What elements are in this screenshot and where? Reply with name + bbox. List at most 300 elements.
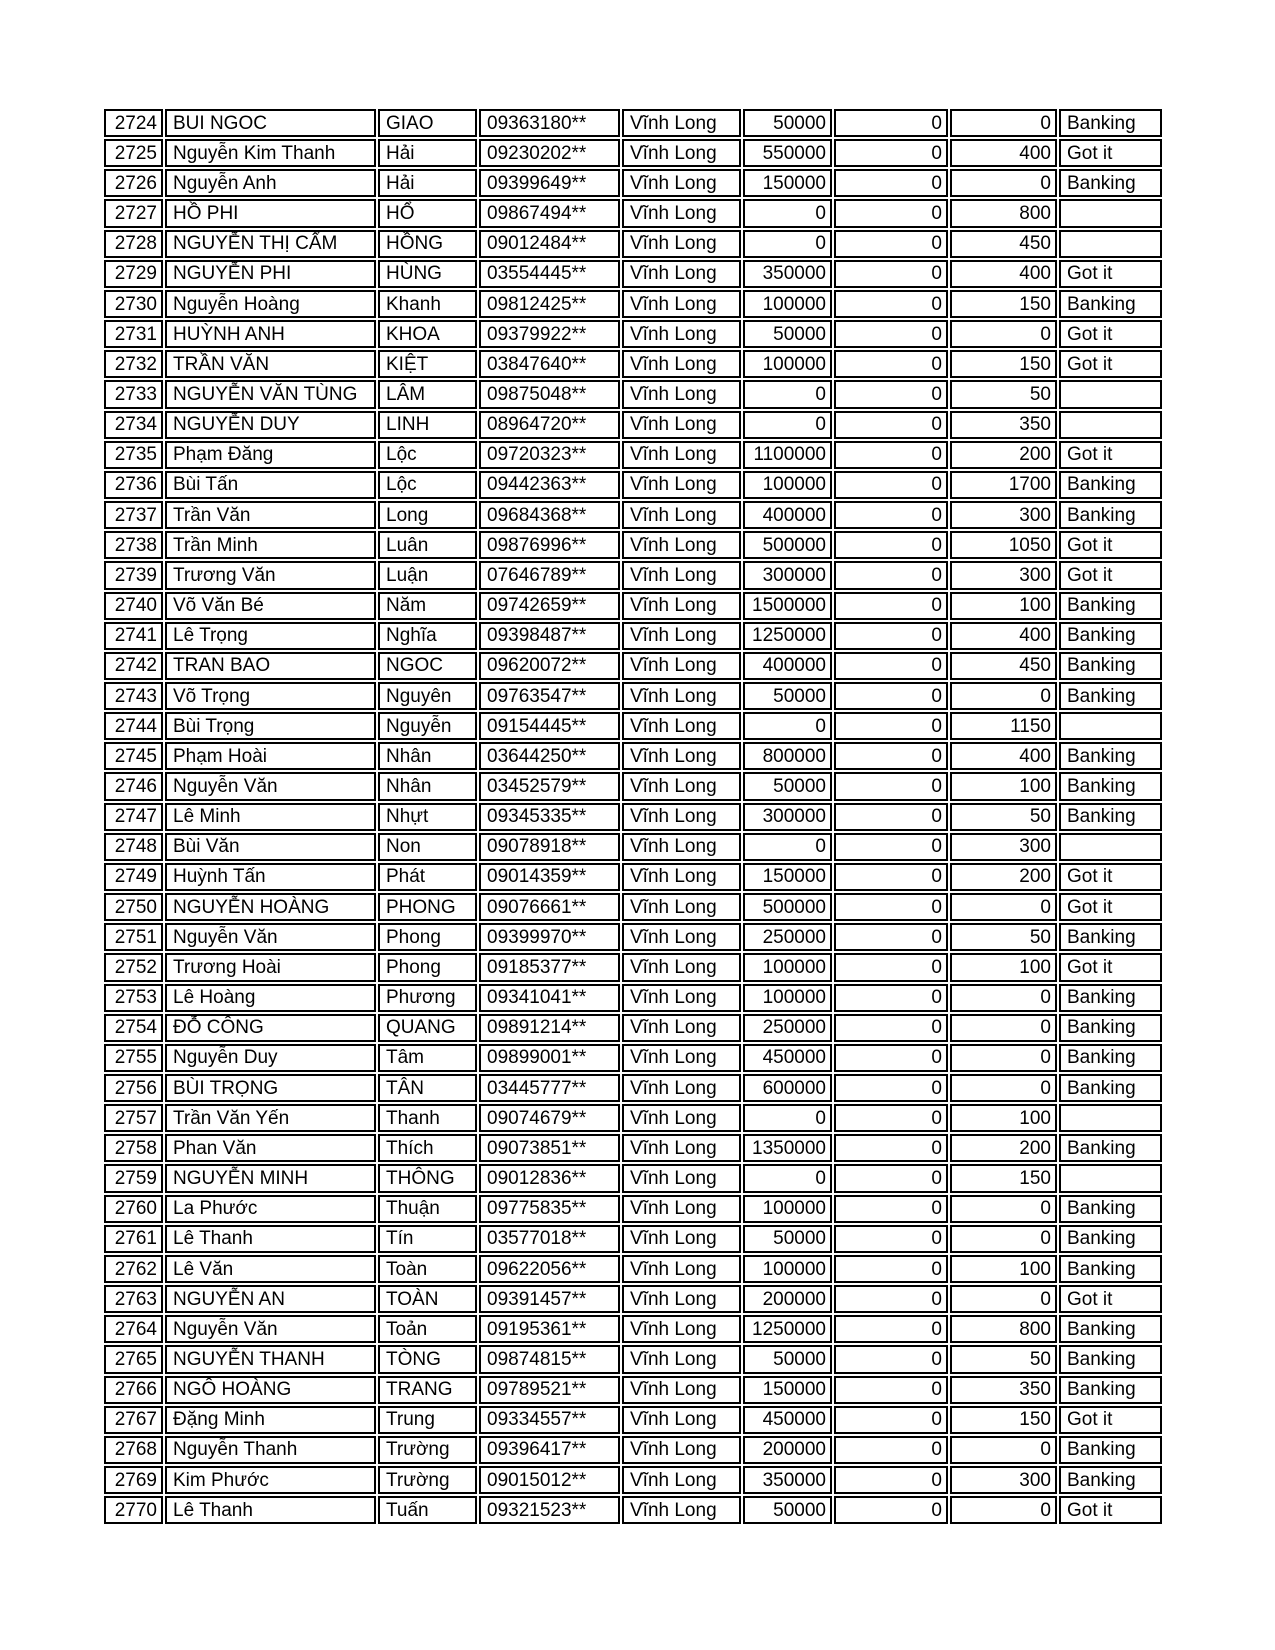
cell-points: 150 bbox=[950, 1164, 1057, 1192]
cell-province: Vĩnh Long bbox=[622, 742, 741, 770]
cell-phone-masked: 09379922** bbox=[479, 320, 620, 348]
cell-row-number: 2758 bbox=[104, 1134, 163, 1162]
cell-first-name: NGUYỄN VĂN TÙNG bbox=[165, 380, 376, 408]
cell-status: Banking bbox=[1059, 109, 1162, 137]
cell-points: 400 bbox=[950, 742, 1057, 770]
cell-last-name: Nguyên bbox=[378, 682, 477, 710]
cell-first-name: NGUYỄN THỊ CẨM bbox=[165, 230, 376, 258]
cell-phone-masked: 09812425** bbox=[479, 290, 620, 318]
cell-province: Vĩnh Long bbox=[622, 1164, 741, 1192]
cell-status: Got it bbox=[1059, 1285, 1162, 1313]
cell-first-name: Võ Trọng bbox=[165, 682, 376, 710]
cell-status: Banking bbox=[1059, 501, 1162, 529]
cell-amount: 50000 bbox=[743, 109, 832, 137]
cell-points: 100 bbox=[950, 953, 1057, 981]
cell-first-name: NGUYỄN HOÀNG bbox=[165, 893, 376, 921]
cell-status: Banking bbox=[1059, 803, 1162, 831]
cell-amount: 500000 bbox=[743, 893, 832, 921]
cell-first-name: HỒ PHI bbox=[165, 199, 376, 227]
cell-province: Vĩnh Long bbox=[622, 290, 741, 318]
cell-amount-2: 0 bbox=[834, 471, 948, 499]
cell-amount: 600000 bbox=[743, 1074, 832, 1102]
cell-status: Got it bbox=[1059, 531, 1162, 559]
cell-province: Vĩnh Long bbox=[622, 803, 741, 831]
cell-last-name: THÔNG bbox=[378, 1164, 477, 1192]
cell-amount-2: 0 bbox=[834, 772, 948, 800]
cell-amount-2: 0 bbox=[834, 1164, 948, 1192]
cell-amount: 450000 bbox=[743, 1406, 832, 1434]
cell-province: Vĩnh Long bbox=[622, 863, 741, 891]
cell-points: 200 bbox=[950, 863, 1057, 891]
cell-phone-masked: 09185377** bbox=[479, 953, 620, 981]
cell-amount: 200000 bbox=[743, 1285, 832, 1313]
cell-points: 0 bbox=[950, 1285, 1057, 1313]
cell-row-number: 2728 bbox=[104, 230, 163, 258]
cell-amount: 0 bbox=[743, 411, 832, 439]
cell-amount: 100000 bbox=[743, 350, 832, 378]
cell-first-name: Nguyễn Văn bbox=[165, 772, 376, 800]
cell-first-name: ĐỖ CÔNG bbox=[165, 1014, 376, 1042]
cell-status: Banking bbox=[1059, 1376, 1162, 1404]
cell-phone-masked: 09399970** bbox=[479, 923, 620, 951]
cell-row-number: 2746 bbox=[104, 772, 163, 800]
cell-status: Banking bbox=[1059, 1225, 1162, 1253]
cell-first-name: Trương Hoài bbox=[165, 953, 376, 981]
cell-status: Banking bbox=[1059, 1345, 1162, 1373]
cell-amount: 250000 bbox=[743, 1014, 832, 1042]
cell-last-name: Non bbox=[378, 833, 477, 861]
cell-last-name: Luận bbox=[378, 561, 477, 589]
cell-province: Vĩnh Long bbox=[622, 1104, 741, 1132]
cell-status bbox=[1059, 199, 1162, 227]
cell-amount-2: 0 bbox=[834, 230, 948, 258]
cell-amount-2: 0 bbox=[834, 1345, 948, 1373]
cell-status: Banking bbox=[1059, 652, 1162, 680]
cell-points: 0 bbox=[950, 984, 1057, 1012]
cell-last-name: Khanh bbox=[378, 290, 477, 318]
cell-status: Got it bbox=[1059, 863, 1162, 891]
cell-last-name: GIAO bbox=[378, 109, 477, 137]
cell-province: Vĩnh Long bbox=[622, 561, 741, 589]
cell-last-name: TOÀN bbox=[378, 1285, 477, 1313]
cell-amount: 0 bbox=[743, 833, 832, 861]
cell-row-number: 2752 bbox=[104, 953, 163, 981]
cell-points: 0 bbox=[950, 320, 1057, 348]
cell-first-name: Huỳnh Tấn bbox=[165, 863, 376, 891]
cell-status: Banking bbox=[1059, 592, 1162, 620]
cell-first-name: TRẦN VĂN bbox=[165, 350, 376, 378]
cell-province: Vĩnh Long bbox=[622, 380, 741, 408]
cell-status: Banking bbox=[1059, 1315, 1162, 1343]
cell-amount: 0 bbox=[743, 1164, 832, 1192]
cell-phone-masked: 09742659** bbox=[479, 592, 620, 620]
cell-first-name: Lê Minh bbox=[165, 803, 376, 831]
cell-points: 400 bbox=[950, 622, 1057, 650]
cell-points: 400 bbox=[950, 139, 1057, 167]
cell-row-number: 2732 bbox=[104, 350, 163, 378]
cell-phone-masked: 09684368** bbox=[479, 501, 620, 529]
cell-province: Vĩnh Long bbox=[622, 531, 741, 559]
cell-amount: 100000 bbox=[743, 471, 832, 499]
cell-row-number: 2727 bbox=[104, 199, 163, 227]
cell-status bbox=[1059, 712, 1162, 740]
cell-status: Got it bbox=[1059, 1406, 1162, 1434]
cell-points: 0 bbox=[950, 109, 1057, 137]
cell-phone-masked: 09875048** bbox=[479, 380, 620, 408]
cell-province: Vĩnh Long bbox=[622, 1315, 741, 1343]
cell-province: Vĩnh Long bbox=[622, 712, 741, 740]
cell-row-number: 2748 bbox=[104, 833, 163, 861]
cell-phone-masked: 09789521** bbox=[479, 1376, 620, 1404]
cell-status: Banking bbox=[1059, 742, 1162, 770]
cell-amount-2: 0 bbox=[834, 1315, 948, 1343]
cell-amount-2: 0 bbox=[834, 350, 948, 378]
cell-last-name: Phong bbox=[378, 953, 477, 981]
cell-province: Vĩnh Long bbox=[622, 1345, 741, 1373]
cell-first-name: NGUYỄN DUY bbox=[165, 411, 376, 439]
cell-last-name: Trung bbox=[378, 1406, 477, 1434]
cell-points: 200 bbox=[950, 1134, 1057, 1162]
cell-amount: 1350000 bbox=[743, 1134, 832, 1162]
cell-province: Vĩnh Long bbox=[622, 169, 741, 197]
cell-amount-2: 0 bbox=[834, 1195, 948, 1223]
cell-status: Banking bbox=[1059, 682, 1162, 710]
cell-amount-2: 0 bbox=[834, 833, 948, 861]
cell-points: 0 bbox=[950, 1436, 1057, 1464]
cell-amount: 0 bbox=[743, 380, 832, 408]
cell-amount: 450000 bbox=[743, 1044, 832, 1072]
cell-province: Vĩnh Long bbox=[622, 230, 741, 258]
cell-phone-masked: 09874815** bbox=[479, 1345, 620, 1373]
cell-points: 300 bbox=[950, 501, 1057, 529]
cell-last-name: Hải bbox=[378, 139, 477, 167]
cell-amount-2: 0 bbox=[834, 682, 948, 710]
cell-first-name: Lê Thanh bbox=[165, 1496, 376, 1524]
cell-province: Vĩnh Long bbox=[622, 984, 741, 1012]
cell-amount-2: 0 bbox=[834, 1406, 948, 1434]
cell-last-name: Nhân bbox=[378, 772, 477, 800]
cell-first-name: Nguyễn Văn bbox=[165, 923, 376, 951]
cell-amount-2: 0 bbox=[834, 290, 948, 318]
cell-amount-2: 0 bbox=[834, 742, 948, 770]
cell-amount: 0 bbox=[743, 712, 832, 740]
cell-phone-masked: 09399649** bbox=[479, 169, 620, 197]
cell-amount: 1250000 bbox=[743, 622, 832, 650]
cell-row-number: 2753 bbox=[104, 984, 163, 1012]
cell-row-number: 2768 bbox=[104, 1436, 163, 1464]
cell-status: Banking bbox=[1059, 1436, 1162, 1464]
cell-first-name: NGUYỄN THANH bbox=[165, 1345, 376, 1373]
cell-amount-2: 0 bbox=[834, 984, 948, 1012]
cell-status: Got it bbox=[1059, 260, 1162, 288]
cell-last-name: Trường bbox=[378, 1466, 477, 1494]
cell-last-name: Nghĩa bbox=[378, 622, 477, 650]
cell-first-name: Nguyễn Kim Thanh bbox=[165, 139, 376, 167]
cell-row-number: 2749 bbox=[104, 863, 163, 891]
cell-points: 0 bbox=[950, 1014, 1057, 1042]
cell-first-name: Bùi Trọng bbox=[165, 712, 376, 740]
cell-row-number: 2745 bbox=[104, 742, 163, 770]
cell-points: 0 bbox=[950, 682, 1057, 710]
cell-amount: 400000 bbox=[743, 501, 832, 529]
cell-points: 0 bbox=[950, 169, 1057, 197]
cell-amount-2: 0 bbox=[834, 1466, 948, 1494]
cell-first-name: Nguyễn Thanh bbox=[165, 1436, 376, 1464]
cell-first-name: Nguyễn Văn bbox=[165, 1315, 376, 1343]
cell-phone-masked: 09442363** bbox=[479, 471, 620, 499]
cell-last-name: Nhựt bbox=[378, 803, 477, 831]
cell-row-number: 2742 bbox=[104, 652, 163, 680]
cell-province: Vĩnh Long bbox=[622, 1134, 741, 1162]
cell-amount-2: 0 bbox=[834, 863, 948, 891]
cell-status: Banking bbox=[1059, 169, 1162, 197]
cell-amount: 100000 bbox=[743, 1195, 832, 1223]
cell-last-name: Phong bbox=[378, 923, 477, 951]
cell-amount-2: 0 bbox=[834, 1074, 948, 1102]
cell-points: 100 bbox=[950, 592, 1057, 620]
cell-points: 300 bbox=[950, 1466, 1057, 1494]
cell-amount: 100000 bbox=[743, 1255, 832, 1283]
cell-amount-2: 0 bbox=[834, 1376, 948, 1404]
cell-phone-masked: 09876996** bbox=[479, 531, 620, 559]
cell-status: Got it bbox=[1059, 320, 1162, 348]
cell-amount: 0 bbox=[743, 199, 832, 227]
cell-last-name: QUANG bbox=[378, 1014, 477, 1042]
cell-province: Vĩnh Long bbox=[622, 1074, 741, 1102]
cell-amount-2: 0 bbox=[834, 531, 948, 559]
cell-province: Vĩnh Long bbox=[622, 1436, 741, 1464]
cell-points: 300 bbox=[950, 833, 1057, 861]
cell-points: 50 bbox=[950, 923, 1057, 951]
cell-province: Vĩnh Long bbox=[622, 441, 741, 469]
cell-row-number: 2759 bbox=[104, 1164, 163, 1192]
cell-province: Vĩnh Long bbox=[622, 1044, 741, 1072]
cell-phone-masked: 03554445** bbox=[479, 260, 620, 288]
cell-row-number: 2739 bbox=[104, 561, 163, 589]
cell-last-name: Lộc bbox=[378, 441, 477, 469]
cell-amount-2: 0 bbox=[834, 169, 948, 197]
cell-last-name: Nhân bbox=[378, 742, 477, 770]
cell-phone-masked: 09078918** bbox=[479, 833, 620, 861]
cell-phone-masked: 09012836** bbox=[479, 1164, 620, 1192]
cell-amount-2: 0 bbox=[834, 561, 948, 589]
cell-phone-masked: 09015012** bbox=[479, 1466, 620, 1494]
cell-status: Banking bbox=[1059, 1044, 1162, 1072]
cell-points: 0 bbox=[950, 1225, 1057, 1253]
cell-amount-2: 0 bbox=[834, 260, 948, 288]
cell-last-name: HỔ bbox=[378, 199, 477, 227]
cell-last-name: Thuận bbox=[378, 1195, 477, 1223]
cell-status bbox=[1059, 380, 1162, 408]
cell-last-name: TÒNG bbox=[378, 1345, 477, 1373]
cell-first-name: NGUYỄN AN bbox=[165, 1285, 376, 1313]
cell-amount-2: 0 bbox=[834, 441, 948, 469]
cell-status bbox=[1059, 230, 1162, 258]
cell-amount: 50000 bbox=[743, 1225, 832, 1253]
cell-amount-2: 0 bbox=[834, 1134, 948, 1162]
cell-amount: 50000 bbox=[743, 772, 832, 800]
cell-points: 150 bbox=[950, 1406, 1057, 1434]
cell-last-name: Thích bbox=[378, 1134, 477, 1162]
cell-first-name: Lê Văn bbox=[165, 1255, 376, 1283]
cell-first-name: Phạm Hoài bbox=[165, 742, 376, 770]
cell-row-number: 2735 bbox=[104, 441, 163, 469]
cell-province: Vĩnh Long bbox=[622, 411, 741, 439]
cell-points: 0 bbox=[950, 1195, 1057, 1223]
cell-status: Banking bbox=[1059, 1014, 1162, 1042]
cell-amount-2: 0 bbox=[834, 320, 948, 348]
cell-last-name: HỒNG bbox=[378, 230, 477, 258]
cell-province: Vĩnh Long bbox=[622, 622, 741, 650]
cell-amount-2: 0 bbox=[834, 1225, 948, 1253]
cell-first-name: Trần Văn bbox=[165, 501, 376, 529]
cell-first-name: NGUYỄN PHI bbox=[165, 260, 376, 288]
cell-phone-masked: 09867494** bbox=[479, 199, 620, 227]
cell-amount-2: 0 bbox=[834, 109, 948, 137]
cell-phone-masked: 09398487** bbox=[479, 622, 620, 650]
cell-row-number: 2729 bbox=[104, 260, 163, 288]
cell-status: Got it bbox=[1059, 441, 1162, 469]
cell-phone-masked: 09391457** bbox=[479, 1285, 620, 1313]
data-table bbox=[104, 109, 1162, 1524]
cell-last-name: KHOA bbox=[378, 320, 477, 348]
cell-row-number: 2740 bbox=[104, 592, 163, 620]
cell-first-name: BUI NGOC bbox=[165, 109, 376, 137]
cell-amount: 200000 bbox=[743, 1436, 832, 1464]
cell-row-number: 2770 bbox=[104, 1496, 163, 1524]
cell-amount: 250000 bbox=[743, 923, 832, 951]
cell-row-number: 2738 bbox=[104, 531, 163, 559]
cell-points: 450 bbox=[950, 652, 1057, 680]
cell-phone-masked: 09334557** bbox=[479, 1406, 620, 1434]
cell-status: Banking bbox=[1059, 471, 1162, 499]
cell-row-number: 2743 bbox=[104, 682, 163, 710]
cell-amount-2: 0 bbox=[834, 411, 948, 439]
cell-points: 0 bbox=[950, 1496, 1057, 1524]
cell-amount-2: 0 bbox=[834, 380, 948, 408]
cell-row-number: 2734 bbox=[104, 411, 163, 439]
cell-province: Vĩnh Long bbox=[622, 1255, 741, 1283]
cell-row-number: 2766 bbox=[104, 1376, 163, 1404]
cell-amount: 50000 bbox=[743, 320, 832, 348]
cell-phone-masked: 03644250** bbox=[479, 742, 620, 770]
cell-row-number: 2751 bbox=[104, 923, 163, 951]
cell-amount: 150000 bbox=[743, 863, 832, 891]
cell-amount: 1250000 bbox=[743, 1315, 832, 1343]
cell-last-name: Năm bbox=[378, 592, 477, 620]
cell-points: 150 bbox=[950, 290, 1057, 318]
cell-points: 0 bbox=[950, 1074, 1057, 1102]
cell-province: Vĩnh Long bbox=[622, 350, 741, 378]
cell-row-number: 2731 bbox=[104, 320, 163, 348]
cell-province: Vĩnh Long bbox=[622, 1376, 741, 1404]
cell-phone-masked: 03847640** bbox=[479, 350, 620, 378]
cell-province: Vĩnh Long bbox=[622, 923, 741, 951]
cell-amount: 1100000 bbox=[743, 441, 832, 469]
cell-last-name: Toàn bbox=[378, 1255, 477, 1283]
cell-points: 100 bbox=[950, 772, 1057, 800]
cell-first-name: Đặng Minh bbox=[165, 1406, 376, 1434]
cell-phone-masked: 09620072** bbox=[479, 652, 620, 680]
cell-status: Banking bbox=[1059, 290, 1162, 318]
cell-row-number: 2726 bbox=[104, 169, 163, 197]
cell-province: Vĩnh Long bbox=[622, 199, 741, 227]
cell-row-number: 2736 bbox=[104, 471, 163, 499]
cell-row-number: 2761 bbox=[104, 1225, 163, 1253]
cell-points: 100 bbox=[950, 1104, 1057, 1132]
cell-amount-2: 0 bbox=[834, 1436, 948, 1464]
cell-points: 800 bbox=[950, 199, 1057, 227]
cell-first-name: BÙI TRỌNG bbox=[165, 1074, 376, 1102]
cell-phone-masked: 03445777** bbox=[479, 1074, 620, 1102]
cell-row-number: 2725 bbox=[104, 139, 163, 167]
cell-province: Vĩnh Long bbox=[622, 1285, 741, 1313]
cell-amount-2: 0 bbox=[834, 1496, 948, 1524]
cell-amount: 50000 bbox=[743, 682, 832, 710]
cell-phone-masked: 07646789** bbox=[479, 561, 620, 589]
cell-province: Vĩnh Long bbox=[622, 592, 741, 620]
cell-phone-masked: 03452579** bbox=[479, 772, 620, 800]
cell-last-name: LINH bbox=[378, 411, 477, 439]
cell-amount-2: 0 bbox=[834, 923, 948, 951]
cell-phone-masked: 09154445** bbox=[479, 712, 620, 740]
cell-phone-masked: 09341041** bbox=[479, 984, 620, 1012]
cell-first-name: Võ Văn Bé bbox=[165, 592, 376, 620]
cell-last-name: TÂN bbox=[378, 1074, 477, 1102]
cell-last-name: Tuấn bbox=[378, 1496, 477, 1524]
cell-row-number: 2765 bbox=[104, 1345, 163, 1373]
cell-phone-masked: 09775835** bbox=[479, 1195, 620, 1223]
cell-province: Vĩnh Long bbox=[622, 1225, 741, 1253]
cell-row-number: 2730 bbox=[104, 290, 163, 318]
cell-first-name: Kim Phước bbox=[165, 1466, 376, 1494]
cell-province: Vĩnh Long bbox=[622, 1496, 741, 1524]
cell-first-name: HUỲNH ANH bbox=[165, 320, 376, 348]
cell-row-number: 2737 bbox=[104, 501, 163, 529]
cell-row-number: 2741 bbox=[104, 622, 163, 650]
cell-amount: 1500000 bbox=[743, 592, 832, 620]
cell-last-name: PHONG bbox=[378, 893, 477, 921]
cell-amount: 800000 bbox=[743, 742, 832, 770]
cell-province: Vĩnh Long bbox=[622, 652, 741, 680]
cell-status bbox=[1059, 1164, 1162, 1192]
cell-amount: 350000 bbox=[743, 260, 832, 288]
cell-first-name: Bùi Tấn bbox=[165, 471, 376, 499]
cell-amount: 100000 bbox=[743, 953, 832, 981]
cell-amount-2: 0 bbox=[834, 139, 948, 167]
cell-status: Got it bbox=[1059, 561, 1162, 589]
cell-first-name: NGUYỄN MINH bbox=[165, 1164, 376, 1192]
cell-amount-2: 0 bbox=[834, 803, 948, 831]
cell-first-name: Nguyễn Hoàng bbox=[165, 290, 376, 318]
cell-amount-2: 0 bbox=[834, 622, 948, 650]
cell-amount: 0 bbox=[743, 230, 832, 258]
cell-last-name: Tín bbox=[378, 1225, 477, 1253]
cell-points: 1700 bbox=[950, 471, 1057, 499]
cell-points: 1050 bbox=[950, 531, 1057, 559]
cell-points: 350 bbox=[950, 1376, 1057, 1404]
cell-province: Vĩnh Long bbox=[622, 1195, 741, 1223]
cell-last-name: TRANG bbox=[378, 1376, 477, 1404]
cell-points: 400 bbox=[950, 260, 1057, 288]
cell-status: Got it bbox=[1059, 350, 1162, 378]
cell-row-number: 2724 bbox=[104, 109, 163, 137]
cell-amount-2: 0 bbox=[834, 893, 948, 921]
cell-phone-masked: 09720323** bbox=[479, 441, 620, 469]
cell-phone-masked: 08964720** bbox=[479, 411, 620, 439]
cell-phone-masked: 09396417** bbox=[479, 1436, 620, 1464]
cell-amount: 500000 bbox=[743, 531, 832, 559]
